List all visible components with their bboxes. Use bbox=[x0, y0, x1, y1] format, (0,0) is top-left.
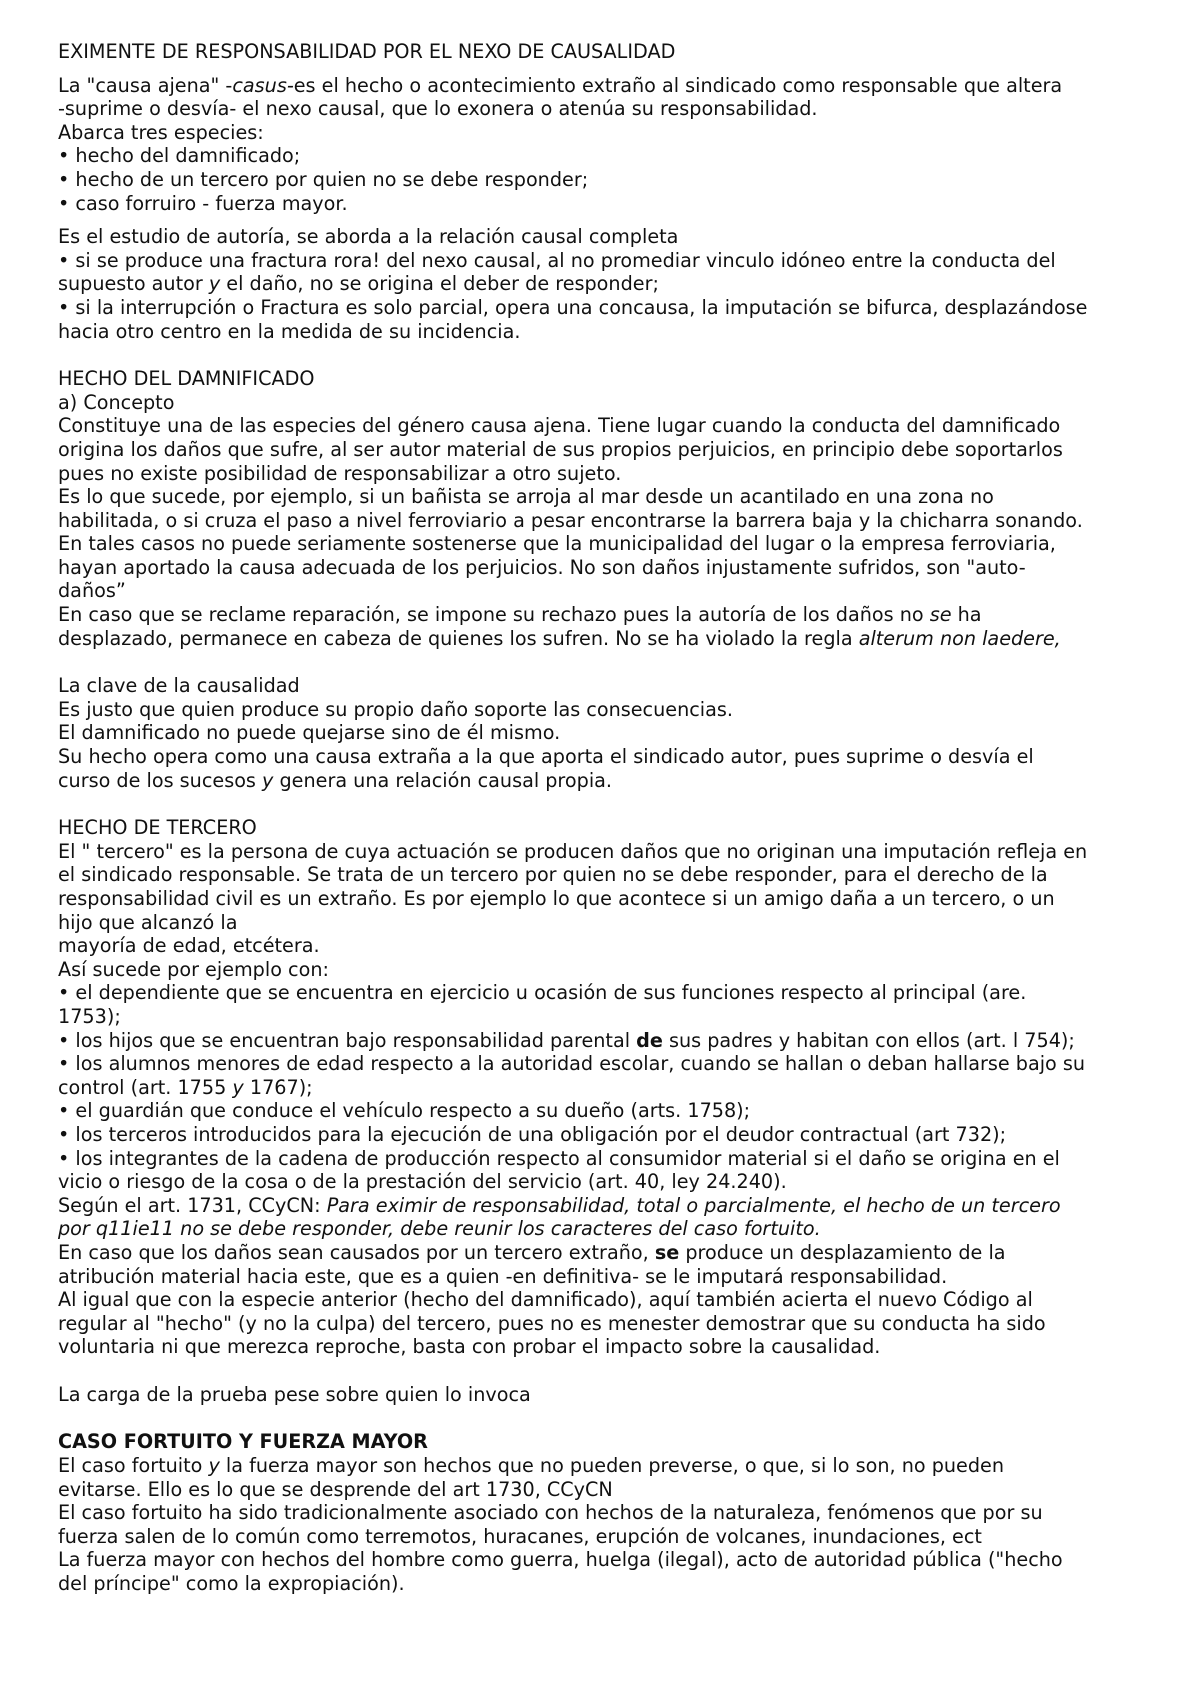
text-run: ha bbox=[951, 603, 982, 627]
text-run: • los hijos que se encuentran bajo responsabilidad parental bbox=[58, 1028, 637, 1052]
bold-term: se bbox=[654, 1240, 680, 1264]
paragraph-line: La carga de la prueba pese sobre quien lo invoca bbox=[58, 1382, 531, 1406]
paragraph-line: Abarca tres especies: bbox=[58, 120, 264, 144]
paragraph-line bbox=[58, 1194, 1158, 1218]
paragraph-line: 1753); bbox=[58, 1004, 121, 1028]
paragraph-line: voluntaria ni que merezca reproche, basta con probar el impacto sobre la causalidad. bbox=[58, 1335, 881, 1359]
text-run: supuesto autor bbox=[58, 272, 209, 296]
text-run: El caso fortuito bbox=[58, 1454, 209, 1478]
bullet-item: • los alumnos menores de edad respecto a la autoridad escolar, cuando se hallan o deban hallarse bajo su bbox=[58, 1052, 1086, 1076]
section-autoria bbox=[58, 225, 1158, 343]
paragraph-line: Al igual que con la especie anterior (hecho del damnificado), aquí también acierta el nuevo Código al bbox=[58, 1288, 1033, 1312]
paragraph-line: Es lo que sucede, por ejemplo, si un bañista se arroja al mar desde un acantilado en una zona no bbox=[58, 485, 994, 509]
paragraph-line bbox=[58, 74, 1158, 98]
section-damnificado bbox=[58, 367, 1158, 650]
section-heading: HECHO DEL DAMNIFICADO bbox=[58, 367, 315, 391]
paragraph-line: El damnificado no puede quejarse sino de él mismo. bbox=[58, 721, 561, 745]
paragraph-line: -suprime o desvía- el nexo causal, que lo exonera o atenúa su responsabilidad. bbox=[58, 97, 818, 121]
section-heading: La clave de la causalidad bbox=[58, 674, 300, 698]
paragraph-line: atribución material hacia este, que es a quien -en definitiva- se le imputará responsabilidad. bbox=[58, 1264, 948, 1288]
paragraph-line bbox=[58, 1241, 1158, 1265]
text-run: La "causa ajena" - bbox=[58, 73, 233, 97]
paragraph-line bbox=[58, 603, 1158, 627]
italic-term: y bbox=[208, 272, 221, 296]
paragraph-line bbox=[58, 1076, 1158, 1100]
paragraph-line: habilitada, o si cruza el paso a nivel ferroviario a pesar encontrarse la barrera baja y la chicharra sonando. bbox=[58, 508, 1083, 532]
paragraph-line bbox=[58, 1454, 1158, 1478]
bullet-item bbox=[58, 1029, 1158, 1053]
paragraph-line bbox=[58, 627, 1158, 651]
bullet-item: • el guardián que conduce el vehículo respecto a su dueño (arts. 1758); bbox=[58, 1099, 751, 1123]
paragraph-line: Así sucede por ejemplo con: bbox=[58, 957, 329, 981]
section-intro bbox=[58, 74, 1158, 216]
bullet-item: • si la interrupción o Fractura es solo parcial, opera una concausa, la imputación se bifurca, desplazándose bbox=[58, 295, 1088, 319]
bullet-item: • caso forruiro - fuerza mayor. bbox=[58, 191, 348, 215]
paragraph-line: hayan aportado la causa adecuada de los perjuicios. No son daños injustamente sufridos, son "auto- bbox=[58, 555, 1026, 579]
paragraph-line: La fuerza mayor con hechos del hombre como guerra, huelga (ilegal), acto de autoridad pública ("hecho bbox=[58, 1548, 1063, 1572]
text-run: desplazado, permanece en cabeza de quienes los sufren. No se ha violado la regla bbox=[58, 626, 859, 650]
paragraph-line bbox=[58, 769, 1158, 793]
bullet-item: • hecho del damnificado; bbox=[58, 144, 301, 168]
text-run: control (art. 1755 bbox=[58, 1075, 233, 1099]
paragraph-line: responsabilidad civil es un extraño. Es por ejemplo lo que acontece si un amigo daña a un tercero, o un bbox=[58, 887, 1055, 910]
section-clave bbox=[58, 674, 1158, 792]
bullet-item: • si se produce una fractura rora! del nexo causal, al no promediar vinculo idóneo entre la conducta del bbox=[58, 248, 1056, 272]
section-tercero bbox=[58, 816, 1158, 1406]
document-title: EXIMENTE DE RESPONSABILIDAD POR EL NEXO DE CAUSALIDAD bbox=[58, 40, 676, 63]
paragraph-line: evitarse. Ello es lo que se desprende del art 1730, CCyCN bbox=[58, 1477, 613, 1501]
text-run: produce un desplazamiento de la bbox=[679, 1240, 1006, 1264]
paragraph-line: daños” bbox=[58, 579, 126, 603]
italic-quote: Para eximir de responsabilidad, total o parcialmente, el hecho de un tercero bbox=[326, 1193, 1061, 1217]
section-heading: HECHO DE TERCERO bbox=[58, 816, 257, 840]
section-heading: CASO FORTUITO Y FUERZA MAYOR bbox=[58, 1430, 428, 1454]
paragraph-line: origina los daños que sufre, al ser autor material de sus propios perjuicios, en principio debe soportarlos bbox=[58, 437, 1063, 461]
italic-term: alterum non laedere, bbox=[858, 626, 1061, 650]
italic-term: y bbox=[208, 1454, 220, 1478]
paragraph-line: Es justo que quien produce su propio daño soporte las consecuencias. bbox=[58, 697, 733, 721]
paragraph-line: del príncipe" como la expropiación). bbox=[58, 1572, 405, 1596]
paragraph-line: Es el estudio de autoría, se aborda a la relación causal completa bbox=[58, 225, 679, 249]
subheading: a) Concepto bbox=[58, 390, 175, 414]
italic-quote: por q11ie11 no se debe responder, debe reunir los caracteres del caso fortuito. bbox=[58, 1217, 821, 1241]
italic-term: casus- bbox=[232, 73, 294, 97]
bullet-item: • los integrantes de la cadena de producción respecto al consumidor material si el daño se origina en el bbox=[58, 1146, 1060, 1170]
text-run: el daño, no se origina el deber de responder; bbox=[220, 272, 659, 296]
paragraph-line: hacia otro centro en la medida de su incidencia. bbox=[58, 319, 521, 343]
bold-term: de bbox=[636, 1028, 663, 1052]
text-run: 1767); bbox=[243, 1075, 313, 1099]
bullet-item: • el dependiente que se encuentra en ejercicio u ocasión de sus funciones respecto al principal (are. bbox=[58, 981, 1027, 1005]
text-run: sus padres y habitan con ellos (art. l 754); bbox=[662, 1028, 1075, 1052]
italic-term: y bbox=[232, 1075, 244, 1099]
paragraph-line: hijo que alcanzó la bbox=[58, 910, 238, 934]
italic-term: y bbox=[262, 768, 274, 792]
paragraph-line: pues no existe posibilidad de responsabilizar a otro sujeto. bbox=[58, 461, 622, 485]
text-run: la fuerza mayor son hechos que no pueden preverse, o que, si lo son, no pueden bbox=[219, 1454, 1004, 1478]
bullet-item: • los terceros introducidos para la ejecución de una obligación por el deudor contractual (art 732); bbox=[58, 1122, 1007, 1146]
paragraph-line bbox=[58, 272, 1158, 296]
paragraph-line: regular al "hecho" (y no la culpa) del tercero, pues no es menester demostrar que su conducta ha sido bbox=[58, 1311, 1046, 1335]
paragraph-line: el sindicado responsable. Se trata de un tercero por quien no se debe responder, para el derecho de la bbox=[58, 863, 1048, 887]
bullet-item: • hecho de un tercero por quien no se debe responder; bbox=[58, 167, 589, 191]
paragraph-line: Su hecho opera como una causa extraña a la que aporta el sindicado autor, pues suprime o desvía el bbox=[58, 745, 1034, 769]
paragraph-line: El caso fortuito ha sido tradicionalmente asociado con hechos de la naturaleza, fenómenos que por su bbox=[58, 1501, 1043, 1525]
text-run: En caso que se reclame reparación, se impone su rechazo pues la autoría de los daños no bbox=[58, 603, 930, 627]
text-run: curso de los sucesos bbox=[58, 768, 263, 792]
text-run: Según el art. 1731, CCyCN: bbox=[58, 1193, 327, 1217]
paragraph-line: Constituye una de las especies del género causa ajena. Tiene lugar cuando la conducta del damnificado bbox=[58, 414, 1061, 438]
document-page bbox=[58, 40, 1158, 1596]
paragraph-line: mayoría de edad, etcétera. bbox=[58, 934, 320, 958]
text-run: genera una relación causal propia. bbox=[273, 768, 613, 792]
italic-term: se bbox=[929, 603, 952, 627]
text-run: es el hecho o acontecimiento extraño al sindicado como responsable que altera bbox=[293, 73, 1063, 97]
text-run: En caso que los daños sean causados por un tercero extraño, bbox=[58, 1240, 655, 1264]
section-fortuito bbox=[58, 1430, 1158, 1595]
paragraph-line: fuerza salen de lo común como terremotos, huracanes, erupción de volcanes, inundaciones, ect bbox=[58, 1524, 982, 1548]
paragraph-line: El " tercero" es la persona de cuya actuación se producen daños que no originan una imputación refleja en bbox=[58, 839, 1088, 863]
paragraph-line: vicio o riesgo de la cosa o de la prestación del servicio (art. 40, ley 24.240). bbox=[58, 1170, 787, 1194]
paragraph-line: En tales casos no puede seriamente sostenerse que la municipalidad del lugar o la empresa ferroviaria, bbox=[58, 532, 1056, 556]
